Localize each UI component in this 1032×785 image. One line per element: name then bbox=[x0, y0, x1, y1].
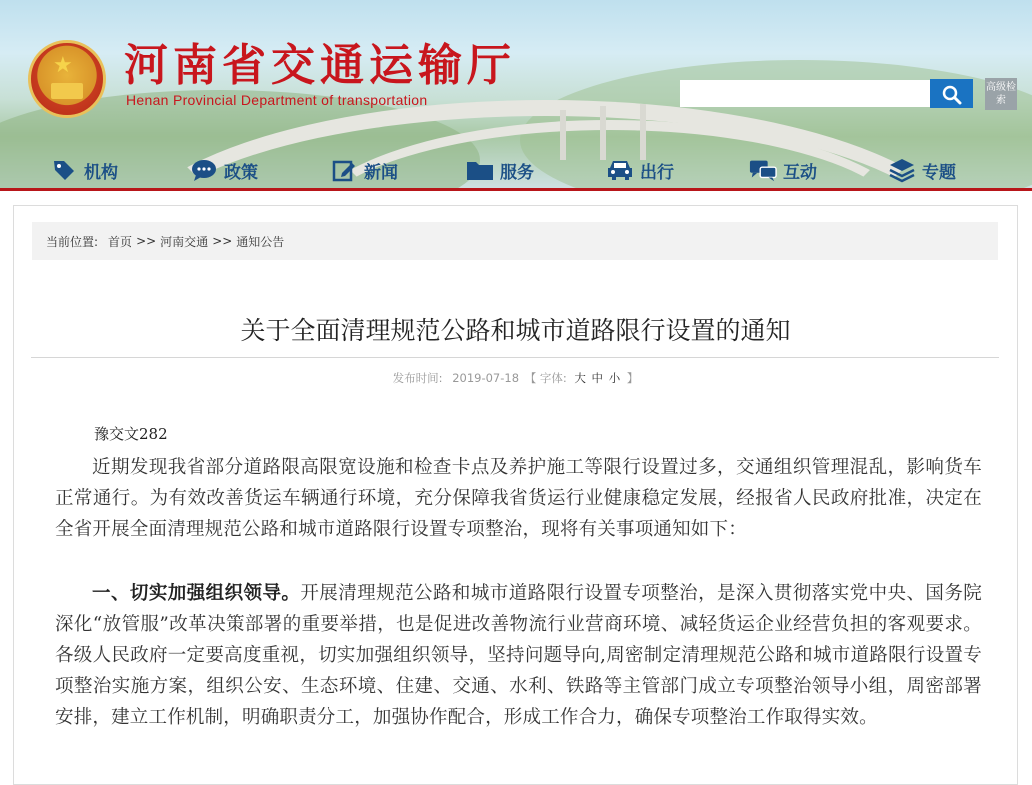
paragraph-body: 开展清理规范公路和城市道路限行设置专项整治，是深入贯彻落实党中央、国务院深化“放管服”改革决策部署的重要举措，也是促进改善物流行业营商环境、减轻货运企业经营负担的客观要求。各级人民政府一定要高度重视，切实加强组织领导，坚持问题导向,周密制定清理规范公路和城市道路限行设置专项整治实施方案，组织公安、生态环境、住建、交通、水利、铁路等主管部门成立专项整治领导小组，周密部署安排，建立工作机制，明确职责分工，加强协作配合，形成工作合力，确保专项整治工作取得实效。 bbox=[55, 583, 982, 728]
font-size-large-link[interactable]: 大 bbox=[574, 371, 586, 385]
main-nav bbox=[0, 150, 1032, 190]
breadcrumb bbox=[32, 222, 998, 260]
search-icon bbox=[942, 85, 962, 105]
nav-item-topics[interactable] bbox=[888, 150, 956, 190]
article-meta bbox=[14, 370, 1017, 386]
nav-item-service[interactable] bbox=[466, 150, 534, 190]
header-divider bbox=[0, 188, 1032, 191]
site-banner bbox=[0, 0, 1032, 190]
car-icon bbox=[606, 156, 634, 184]
national-emblem-logo bbox=[28, 40, 106, 118]
breadcrumb-home-link[interactable]: 首页 bbox=[108, 234, 133, 249]
breadcrumb-label: 当前位置: bbox=[46, 234, 99, 249]
nav-item-policy[interactable] bbox=[190, 150, 258, 190]
nav-item-label: 政策 bbox=[224, 162, 258, 183]
nav-item-label: 出行 bbox=[640, 162, 674, 183]
breadcrumb-separator: >> bbox=[136, 234, 157, 248]
publish-date-label: 发布时间: bbox=[392, 371, 443, 385]
article-title: 关于全面清理规范公路和城市道路限行设置的通知 bbox=[240, 316, 791, 345]
breadcrumb-notices-link[interactable]: 通知公告 bbox=[236, 234, 285, 249]
nav-item-travel[interactable] bbox=[606, 150, 674, 190]
search-input[interactable] bbox=[680, 80, 930, 107]
nav-item-label: 机构 bbox=[84, 162, 118, 183]
chat-bubble-icon bbox=[190, 156, 218, 184]
nav-item-organization[interactable] bbox=[50, 150, 118, 190]
breadcrumb-henan-transport-link[interactable]: 河南交通 bbox=[160, 234, 209, 249]
search-button[interactable] bbox=[930, 79, 973, 108]
publish-date: 2019-07-18 bbox=[452, 371, 520, 385]
folder-icon bbox=[466, 156, 494, 184]
gate-icon bbox=[51, 83, 83, 99]
section-heading: 一、切实加强组织领导。 bbox=[92, 583, 301, 604]
star-icon: ★ bbox=[53, 53, 73, 78]
article-container bbox=[13, 205, 1018, 785]
advanced-search-button[interactable]: 高级检索 bbox=[985, 78, 1017, 110]
comments-icon bbox=[749, 156, 777, 184]
site-title: 河南省交通运输厅 bbox=[124, 40, 516, 91]
layers-icon bbox=[888, 156, 916, 184]
tag-icon bbox=[50, 156, 78, 184]
font-size-small-link[interactable]: 小 bbox=[608, 371, 621, 385]
article-paragraph: 近期发现我省部分道路限高限宽设施和检查卡点及养护施工等限行设置过多，交通组织管理混乱，影响货车正常通行。为有效改善货运车辆通行环境，充分保障我省货运行业健康稳定发展，经报省人民政府批准，决定在全省开展全面清理规范公路和城市道路限行设置专项整治，现将有关事项通知如下： bbox=[55, 457, 982, 540]
article-paragraph bbox=[55, 578, 982, 733]
nav-item-interaction[interactable] bbox=[749, 150, 817, 190]
font-size-label: 【 字体: bbox=[524, 371, 567, 385]
font-size-medium-link[interactable]: 中 bbox=[591, 371, 604, 385]
breadcrumb-separator: >> bbox=[212, 234, 233, 248]
nav-item-label: 新闻 bbox=[364, 162, 398, 183]
nav-item-news[interactable] bbox=[330, 150, 398, 190]
nav-item-label: 互动 bbox=[783, 162, 817, 183]
nav-item-label: 专题 bbox=[922, 162, 956, 183]
title-divider bbox=[31, 357, 999, 358]
edit-icon bbox=[330, 156, 358, 184]
site-subtitle: Henan Provincial Department of transportation bbox=[126, 92, 428, 108]
font-size-bracket-close: 】 bbox=[626, 371, 639, 385]
document-number: 豫交文282 bbox=[94, 425, 168, 443]
nav-item-label: 服务 bbox=[500, 162, 534, 183]
